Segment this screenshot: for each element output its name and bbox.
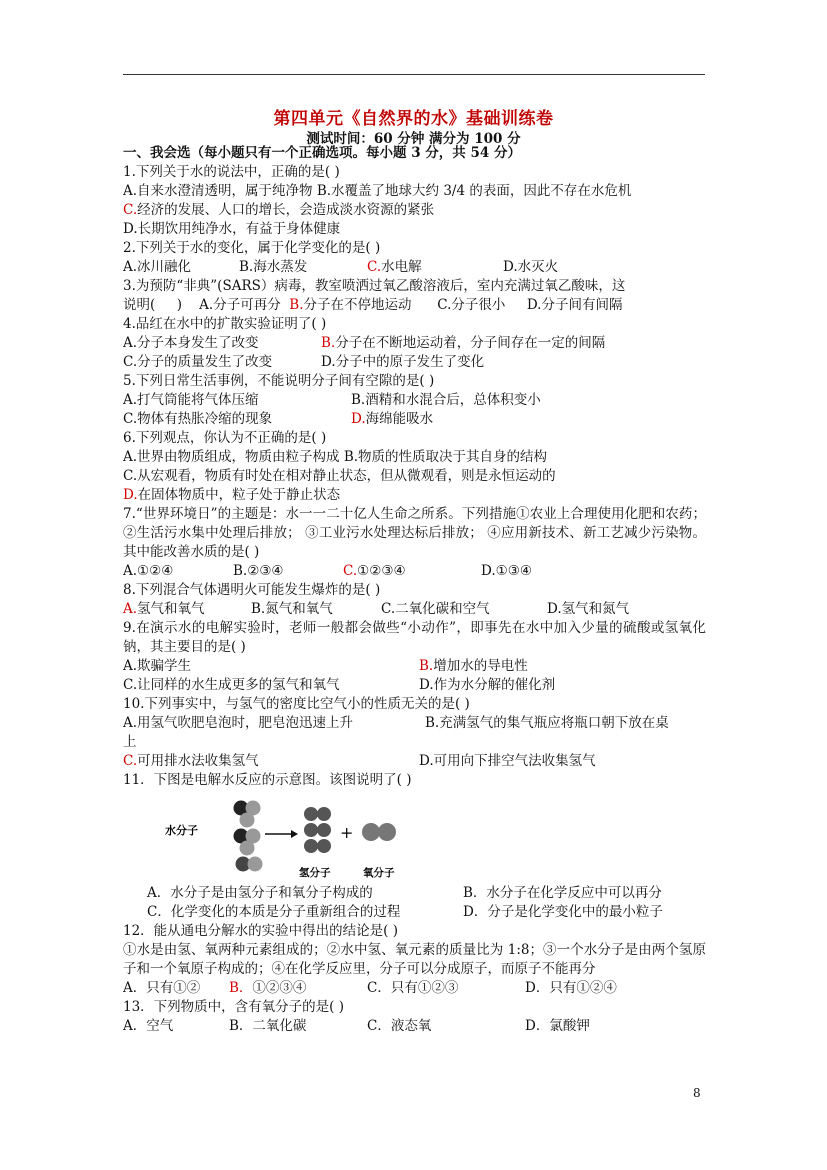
h2-atom-6 bbox=[317, 839, 331, 853]
q10-options-ab bbox=[123, 714, 706, 733]
q10-options-cd bbox=[123, 752, 706, 771]
q5-options-cd bbox=[123, 410, 706, 429]
q7-option-b: B.②③④ bbox=[233, 563, 284, 579]
q2-option-a: A.冰川融化 bbox=[123, 259, 192, 275]
q5-option-b: B.酒精和水混合后，总体积变小 bbox=[351, 392, 541, 408]
q13-option-c: C．液态氧 bbox=[367, 1018, 432, 1034]
electrolysis-diagram bbox=[163, 794, 706, 882]
plus-sign: + bbox=[340, 823, 354, 842]
q4-option-a: A.分子本身发生了改变 bbox=[123, 335, 259, 351]
q8-option-a: A.氢气和氧气 bbox=[123, 601, 205, 617]
q5-options-ab bbox=[123, 391, 706, 410]
q10-option-d: D.可用向下排空气法收集氢气 bbox=[419, 753, 596, 769]
h2-atom-4 bbox=[317, 823, 331, 837]
q8-option-b: B.氮气和氧气 bbox=[251, 601, 333, 617]
hydrogen-molecules-group bbox=[304, 807, 331, 853]
o2-atom-1 bbox=[362, 823, 380, 841]
q9-option-d: D.作为水分解的催化剂 bbox=[419, 677, 556, 693]
q11-stem: 11．下图是电解水反应的示意图。该图说明了( ) bbox=[123, 772, 412, 788]
q5-option-a: A.打气筒能将气体压缩 bbox=[123, 392, 259, 408]
q11-option-c: C．化学变化的本质是分子重新组合的过程 bbox=[147, 904, 401, 920]
page-number: 8 bbox=[693, 1086, 701, 1100]
q6-option-d: D.在固体物质中，粒子处于静止状态 bbox=[123, 487, 341, 503]
q12-option-a: A．只有①② bbox=[123, 980, 201, 996]
water-h-atom-2 bbox=[240, 813, 255, 828]
h2-atom-3 bbox=[304, 823, 318, 837]
q8-option-c: C.二氧化碳和空气 bbox=[381, 601, 490, 617]
q4-stem: 4.品红在水中的扩散实验证明了( ) bbox=[123, 316, 327, 332]
q9-stem: 9.在演示水的电解实验时，老师一般都会做些“小动作”，即事先在水中加入少量的硫酸或氢氧化钠，其主要目的是( ) bbox=[123, 620, 706, 655]
q3-options: 说明( ) A.分子可再分 B.分子在不停地运动 C.分子很小 D.分子间有间隔 bbox=[123, 297, 623, 313]
q5-answer-marker: D. bbox=[351, 411, 366, 427]
q9-options-ab bbox=[123, 657, 706, 676]
q2-option-b: B.海水蒸发 bbox=[239, 259, 308, 275]
q1-option-d: D.长期饮用纯净水，有益于身体健康 bbox=[123, 221, 341, 237]
water-h-atom-5 bbox=[248, 857, 263, 872]
q7-answer-marker: C. bbox=[343, 563, 358, 579]
q4-option-b: B.分子在不断地运动着，分子间存在一定的间隔 bbox=[321, 335, 606, 351]
q8-stem: 8.下列混合气体遇明火可能发生爆炸的是( ) bbox=[123, 582, 381, 598]
q13-option-b: B．二氧化碳 bbox=[229, 1018, 307, 1034]
q6-options-ab: A.世界由物质组成，物质由粒子构成 B.物质的性质取决于其自身的结构 bbox=[123, 449, 548, 465]
q2-answer-marker: C. bbox=[367, 259, 382, 275]
exam-content bbox=[123, 144, 706, 1036]
q8-option-d: D.氢气和氮气 bbox=[547, 601, 630, 617]
water-molecule-label: 水分子 bbox=[165, 824, 198, 837]
q2-option-d: D.水灭火 bbox=[503, 259, 559, 275]
q2-option-c: C.水电解 bbox=[367, 259, 422, 275]
q11-option-b: B．水分子在化学反应中可以再分 bbox=[463, 885, 662, 901]
q11-options-ab bbox=[123, 884, 706, 903]
q10-option-b: B.充满氢气的集气瓶应将瓶口朝下放在桌 bbox=[425, 715, 669, 731]
q4-options-cd bbox=[123, 353, 706, 372]
q13-stem: 13．下列物质中，含有氧分子的是( ) bbox=[123, 999, 345, 1015]
q7-options bbox=[123, 562, 706, 581]
hydrogen-molecule-label: 氢分子 bbox=[299, 867, 331, 879]
page-title: 第四单元《自然界的水》基础训练卷 bbox=[273, 109, 554, 129]
q4-option-d: D.分子中的原子发生了变化 bbox=[321, 354, 485, 370]
q4-answer-marker: B. bbox=[321, 335, 336, 351]
q7-option-c: C.①②③④ bbox=[343, 563, 406, 579]
q2-stem: 2.下列关于水的变化，属于化学变化的是( ) bbox=[123, 240, 381, 256]
q8-options bbox=[123, 600, 706, 619]
h2-atom-1 bbox=[304, 807, 318, 821]
water-molecules-group bbox=[234, 801, 263, 872]
section-heading: 一、我会选（每小题只有一个正确选项。每小题 3 分，共 54 分） bbox=[123, 145, 521, 161]
q7-stem: 7.“世界环境日”的主题是：水一一二十亿人生命之所系。下列措施①农业上合理使用化肥和农药；②生活污水集中处理后排放； ③工业污水处理达标后排放； ④应用新技术、新工艺减少污染物。其中能改善水质的是( ) bbox=[123, 506, 706, 560]
q12-stem: 12．能从通电分解水的实验中得出的结论是( ) bbox=[123, 923, 399, 939]
q3-stem: 3.为预防“非典”(SARS）病毒，教室喷洒过氧乙酸溶液后，室内充满过氧乙酸味，这 bbox=[123, 278, 626, 294]
q13-option-d: D．氯酸钾 bbox=[525, 1018, 590, 1034]
q12-option-d: D．只有①②④ bbox=[525, 980, 617, 996]
h2-atom-5 bbox=[304, 839, 318, 853]
q6-stem: 6.下列观点，你认为不正确的是( ) bbox=[123, 430, 327, 446]
electrolysis-diagram-svg bbox=[163, 794, 423, 882]
header-rule bbox=[123, 74, 705, 75]
q1-option-ab: A.自来水澄清透明，属于纯净物 B.水覆盖了地球大约 3/4 的表面，因此不存在水危机 bbox=[123, 183, 632, 199]
q5-stem: 5.下列日常生活事例，不能说明分子间有空隙的是( ) bbox=[123, 373, 435, 389]
q9-option-b: B.增加水的导电性 bbox=[419, 658, 528, 674]
q10-option-b-continued: 上 bbox=[123, 734, 137, 750]
q5-option-c: C.物体有热胀冷缩的现象 bbox=[123, 411, 273, 427]
q13-options bbox=[123, 1017, 706, 1036]
q10-stem: 10.下列事实中，与氢气的密度比空气小的性质无关的是( ) bbox=[123, 696, 470, 712]
q2-options bbox=[123, 258, 706, 277]
page-subtitle: 测试时间：60 分钟 满分为 100 分 bbox=[306, 131, 521, 147]
q4-option-c: C.分子的质量发生了改变 bbox=[123, 354, 273, 370]
q10-option-a: A.用氢气吹肥皂泡时，肥皂泡迅速上升 bbox=[123, 715, 354, 731]
q6-answer-marker: D. bbox=[123, 487, 138, 503]
q4-options-ab bbox=[123, 334, 706, 353]
q9-options-cd bbox=[123, 676, 706, 695]
q11-option-a: A．水分子是由氢分子和氧分子构成的 bbox=[147, 885, 373, 901]
q6-option-c: C.从宏观看，物质有时处在相对静止状态，但从微观看，则是永恒运动的 bbox=[123, 468, 556, 484]
q12-options bbox=[123, 979, 706, 998]
oxygen-molecule-label: 氧分子 bbox=[363, 867, 395, 879]
q1-option-c: C.经济的发展、人口的增长，会造成淡水资源的紧张 bbox=[123, 202, 435, 218]
q10-answer-marker: C. bbox=[123, 753, 138, 769]
q11-option-d: D．分子是化学变化中的最小粒子 bbox=[463, 904, 663, 920]
q10-option-c: C.可用排水法收集氢气 bbox=[123, 753, 259, 769]
q1-stem: 1.下列关于水的说法中，正确的是( ) bbox=[123, 164, 340, 180]
o2-atom-2 bbox=[378, 823, 396, 841]
q7-option-a: A.①②④ bbox=[123, 563, 174, 579]
water-h-atom-4 bbox=[240, 841, 255, 856]
q9-answer-marker: B. bbox=[419, 658, 434, 674]
q9-option-a: A.欺骗学生 bbox=[123, 658, 192, 674]
oxygen-molecule-group bbox=[362, 823, 396, 841]
q11-options-cd bbox=[123, 903, 706, 922]
q12-answer-marker: B． bbox=[229, 980, 253, 996]
q3-answer-marker: B. bbox=[289, 297, 304, 313]
q7-option-d: D.①③④ bbox=[481, 563, 532, 579]
q8-answer-marker: A. bbox=[123, 601, 138, 617]
q1-answer-marker: C. bbox=[123, 202, 138, 218]
q12-option-c: C．只有①②③ bbox=[367, 980, 459, 996]
q5-option-d: D.海绵能吸水 bbox=[351, 411, 434, 427]
reaction-arrow bbox=[265, 830, 298, 838]
q12-option-b: B．①②③④ bbox=[229, 980, 307, 996]
q9-option-c: C.让同样的水生成更多的氢气和氧气 bbox=[123, 677, 340, 693]
h2-atom-2 bbox=[317, 807, 331, 821]
q12-statements: ①水是由氢、氧两种元素组成的；②水中氢、氧元素的质量比为 1:8；③一个水分子是由两个氢原子和一个氧原子构成的；④在化学反应里，分子可以分成原子，而原子不能再分 bbox=[123, 942, 706, 977]
q13-option-a: A．空气 bbox=[123, 1018, 174, 1034]
